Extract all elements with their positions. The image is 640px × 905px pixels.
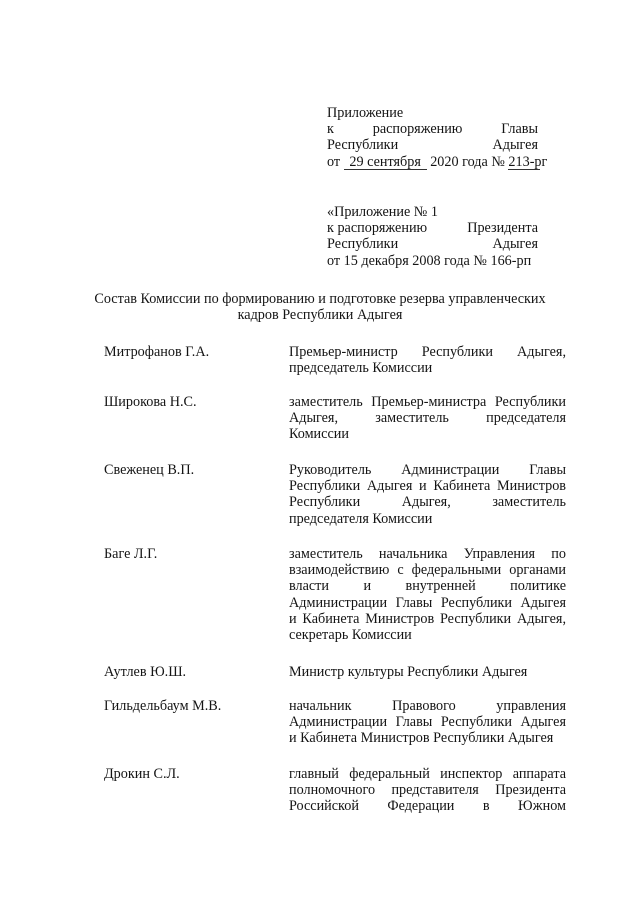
- role-line: Премьер-министр Республики Адыгея,: [289, 344, 566, 360]
- member-role: [289, 344, 566, 376]
- member-name: Дрокин С.Л.: [104, 766, 180, 782]
- appendix-line-2: [327, 121, 538, 137]
- role-line: Администрации Главы Республики Адыгея: [289, 714, 566, 731]
- document-title: [60, 291, 580, 323]
- original-appendix-line-3: [327, 236, 538, 252]
- role-line: Адыгея, заместитель председателя: [289, 410, 566, 427]
- role-line: председатель Комиссии: [289, 360, 433, 377]
- role-line: Руководитель Администрации Главы: [289, 462, 566, 478]
- member-role: [289, 698, 566, 747]
- appendix-word: Адыгея: [492, 137, 538, 154]
- original-appendix-title: «Приложение № 1: [327, 204, 438, 220]
- member-name: Аутлев Ю.Ш.: [104, 664, 187, 680]
- role-line: и Кабинета Министров Республики Адыгея,: [289, 610, 566, 627]
- member-role: [289, 394, 566, 443]
- role-line: Республики Адыгея и Кабинета Министров: [289, 478, 566, 495]
- member-name: Баге Л.Г.: [104, 546, 158, 562]
- appendix-word: Республики: [327, 236, 399, 253]
- number-field: 213-рг: [508, 153, 548, 170]
- appendix-word: Главы: [501, 121, 538, 138]
- member-role: [289, 664, 566, 680]
- appendix-word: Адыгея: [492, 236, 538, 253]
- appendix-word: к: [327, 121, 334, 138]
- role-line: Комиссии: [289, 426, 349, 443]
- role-line: и Кабинета Министров Республики Адыгея: [289, 730, 554, 747]
- member-name: Митрофанов Г.А.: [104, 344, 210, 360]
- role-line: Российской Федерации в Южном: [289, 798, 566, 815]
- role-line: власти и внутренней политике: [289, 578, 566, 595]
- role-line: начальник Правового управления: [289, 698, 566, 714]
- role-line: заместитель начальника Управления по: [289, 546, 566, 562]
- document-title-line: Состав Комиссии по формированию и подготовке резерва управленческих: [94, 291, 546, 307]
- appendix-word: распоряжению: [372, 121, 463, 138]
- role-line: Администрации Главы Республики Адыгея: [289, 594, 566, 611]
- appendix-word: Республики: [327, 137, 399, 154]
- role-line: заместитель Премьер-министра Республики: [289, 394, 566, 410]
- role-line: Республики Адыгея, заместитель: [289, 494, 566, 511]
- document-title-line: кадров Республики Адыгея: [237, 307, 403, 324]
- role-line: главный федеральный инспектор аппарата: [289, 766, 566, 782]
- appendix-word: к распоряжению: [327, 220, 428, 237]
- member-name: Широкова Н.С.: [104, 394, 197, 410]
- appendix-header-current: [327, 105, 548, 170]
- appendix-word: Президента: [467, 220, 538, 237]
- date-prefix: от: [327, 153, 341, 170]
- member-role: [289, 462, 566, 527]
- date-middle: 2020 года №: [430, 153, 505, 170]
- role-line: взаимодействию с федеральными органами: [289, 562, 566, 579]
- role-line: полномочного представителя Президента: [289, 782, 566, 799]
- date-field: 29 сентября: [344, 156, 427, 170]
- original-appendix-line-2: [327, 220, 538, 236]
- member-role: [289, 546, 566, 643]
- role-line: Министр культуры Республики Адыгея: [289, 664, 528, 680]
- role-line: председателя Комиссии: [289, 510, 433, 527]
- role-line: секретарь Комиссии: [289, 626, 412, 643]
- appendix-header-original: [327, 204, 538, 269]
- appendix-date-line: [327, 153, 548, 170]
- original-appendix-date-line: от 15 декабря 2008 года № 166-рп: [327, 252, 532, 269]
- member-name: Гильдельбаум М.В.: [104, 698, 222, 714]
- member-role: [289, 766, 566, 815]
- appendix-line-3: [327, 137, 538, 153]
- appendix-title: Приложение: [327, 105, 404, 121]
- member-name: Свеженец В.П.: [104, 462, 195, 478]
